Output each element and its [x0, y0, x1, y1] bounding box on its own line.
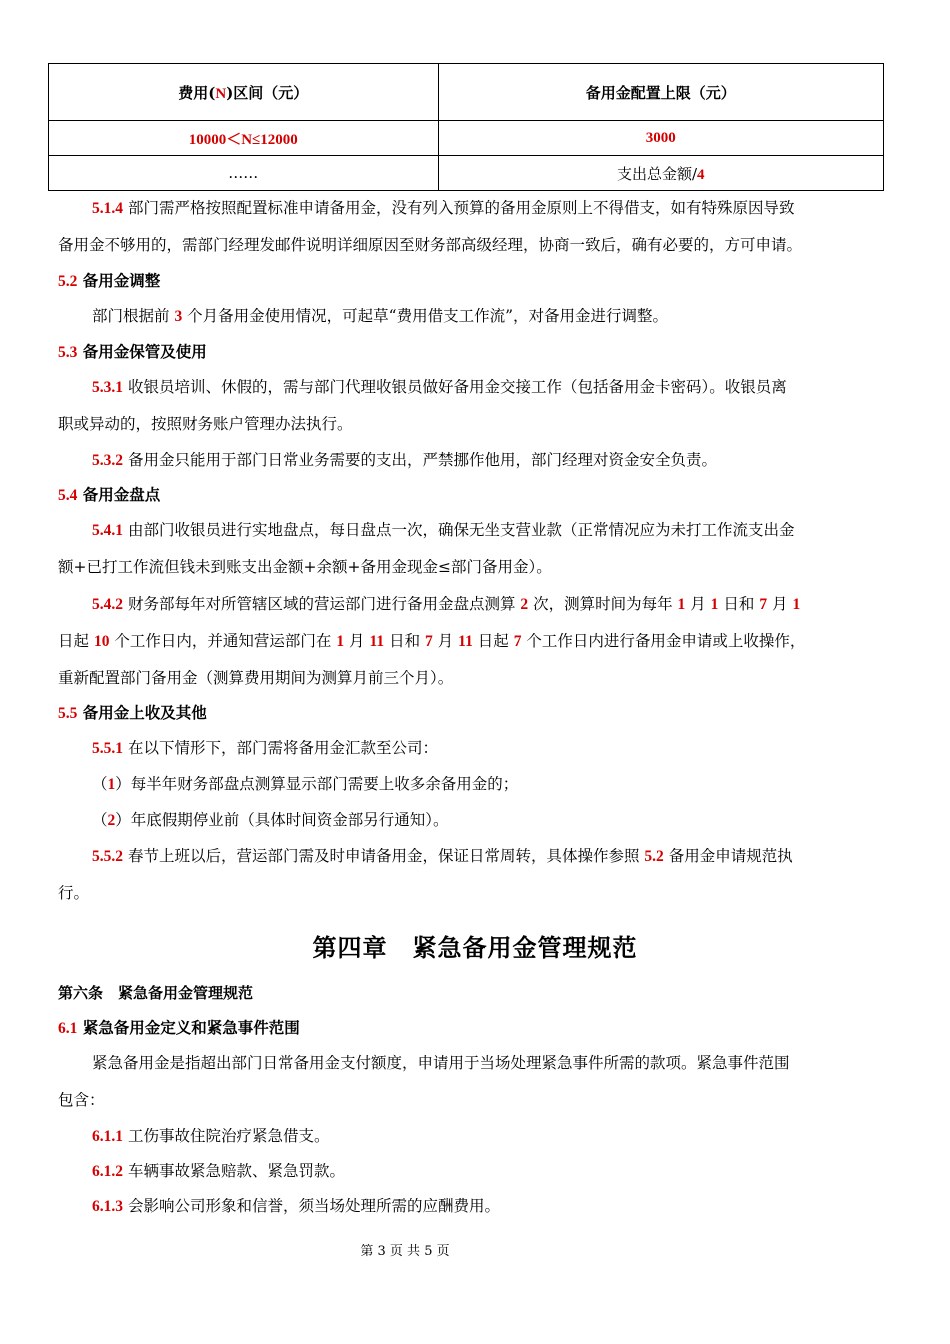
cell-range: 10000＜N≤12000 — [49, 121, 439, 156]
paragraph-5-3-1-cont: 职或异动的，按照财务账户管理办法执行。 — [58, 415, 353, 433]
article-6-heading: 第六条 紧急备用金管理规范 — [58, 984, 254, 1002]
paragraph-5-4-1: 5.4.1 由部门收银员进行实地盘点，每日盘点一次，确保无坐支营业款（正常情况应为未打工作流支出金 — [92, 521, 795, 539]
cell-limit: 3000 — [438, 121, 883, 156]
paragraph-5-3-2: 5.3.2 备用金只能用于部门日常业务需要的支出，严禁挪作他用，部门经理对资金安全负责。 — [92, 451, 717, 469]
heading-5-5: 5.5 备用金上收及其他 — [58, 703, 207, 722]
header-limit: 备用金配置上限（元） — [438, 64, 883, 121]
header-expense-range: 费用(N)区间（元） — [49, 64, 439, 121]
paragraph-6-1-2: 6.1.2 车辆事故紧急赔款、紧急罚款。 — [92, 1162, 345, 1180]
cell-range: …… — [49, 156, 439, 191]
table-row — [49, 156, 884, 191]
paragraph-5-3-1: 5.3.1 收银员培训、休假的，需与部门代理收银员做好备用金交接工作（包括备用金卡密码）。收银员离 — [92, 378, 787, 396]
chapter-title: 第四章 紧急备用金管理规范 — [312, 934, 638, 962]
table-header-row — [49, 64, 884, 121]
paragraph-6-1: 紧急备用金是指超出部门日常备用金支付额度，申请用于当场处理紧急事件所需的款项。紧急事件范围 — [92, 1054, 790, 1072]
cell-limit: 支出总金额/4 — [438, 156, 883, 191]
page-footer: 第 3 页 共 5 页 — [360, 1244, 450, 1259]
paragraph-5-1-4: 5.1.4 部门需严格按照配置标准申请备用金，没有列入预算的备用金原则上不得借支，如有特殊原因导致 — [92, 199, 795, 217]
paragraph-5-1-4-cont: 备用金不够用的，需部门经理发邮件说明详细原因至财务部高级经理，协商一致后，确有必要的，方可申请。 — [58, 236, 803, 254]
paragraph-6-1-cont: 包含： — [58, 1091, 105, 1109]
paragraph-5-4-2-cont2: 重新配置部门备用金（测算费用期间为测算月前三个月）。 — [58, 669, 454, 687]
paragraph-5-4-1-cont: 额+已打工作流但钱未到账支出金额+余额+备用金现金≤部门备用金）。 — [58, 558, 552, 576]
paragraph-6-1-1: 6.1.1 工伤事故住院治疗紧急借支。 — [92, 1127, 330, 1145]
allocation-table — [48, 63, 884, 191]
table-row — [49, 121, 884, 156]
paragraph-5-5-2: 5.5.2 春节上班以后，营运部门需及时申请备用金，保证日常周转，具体操作参照 5.2 备用金申请规范执 — [92, 847, 793, 865]
paragraph-5-4-2-cont: 日起 10 个工作日内，并通知营运部门在 1 月 11 日和 7 月 11 日起 7 个工作日内进行备用金申请或上收操作， — [58, 632, 806, 650]
heading-6-1: 6.1 紧急备用金定义和紧急事件范围 — [58, 1018, 300, 1037]
list-item: （1）每半年财务部盘点测算显示部门需要上收多余备用金的； — [92, 775, 519, 793]
heading-5-4: 5.4 备用金盘点 — [58, 485, 161, 504]
paragraph-6-1-3: 6.1.3 会影响公司形象和信誉，须当场处理所需的应酬费用。 — [92, 1197, 500, 1215]
list-item: （2）年底假期停业前（具体时间资金部另行通知）。 — [92, 811, 449, 829]
paragraph-5-5-2-cont: 行。 — [58, 884, 90, 902]
paragraph-5-5-1: 5.5.1 在以下情形下，部门需将备用金汇款至公司： — [92, 739, 438, 757]
paragraph-5-4-2: 5.4.2 财务部每年对所管辖区域的营运部门进行备用金盘点测算 2 次，测算时间为每年 1 月 1 日和 7 月 1 — [92, 595, 801, 613]
paragraph-5-2: 部门根据前 3 个月备用金使用情况，可起草“费用借支工作流”，对备用金进行调整。 — [92, 307, 668, 325]
heading-5-3: 5.3 备用金保管及使用 — [58, 342, 207, 361]
heading-5-2: 5.2 备用金调整 — [58, 271, 161, 290]
